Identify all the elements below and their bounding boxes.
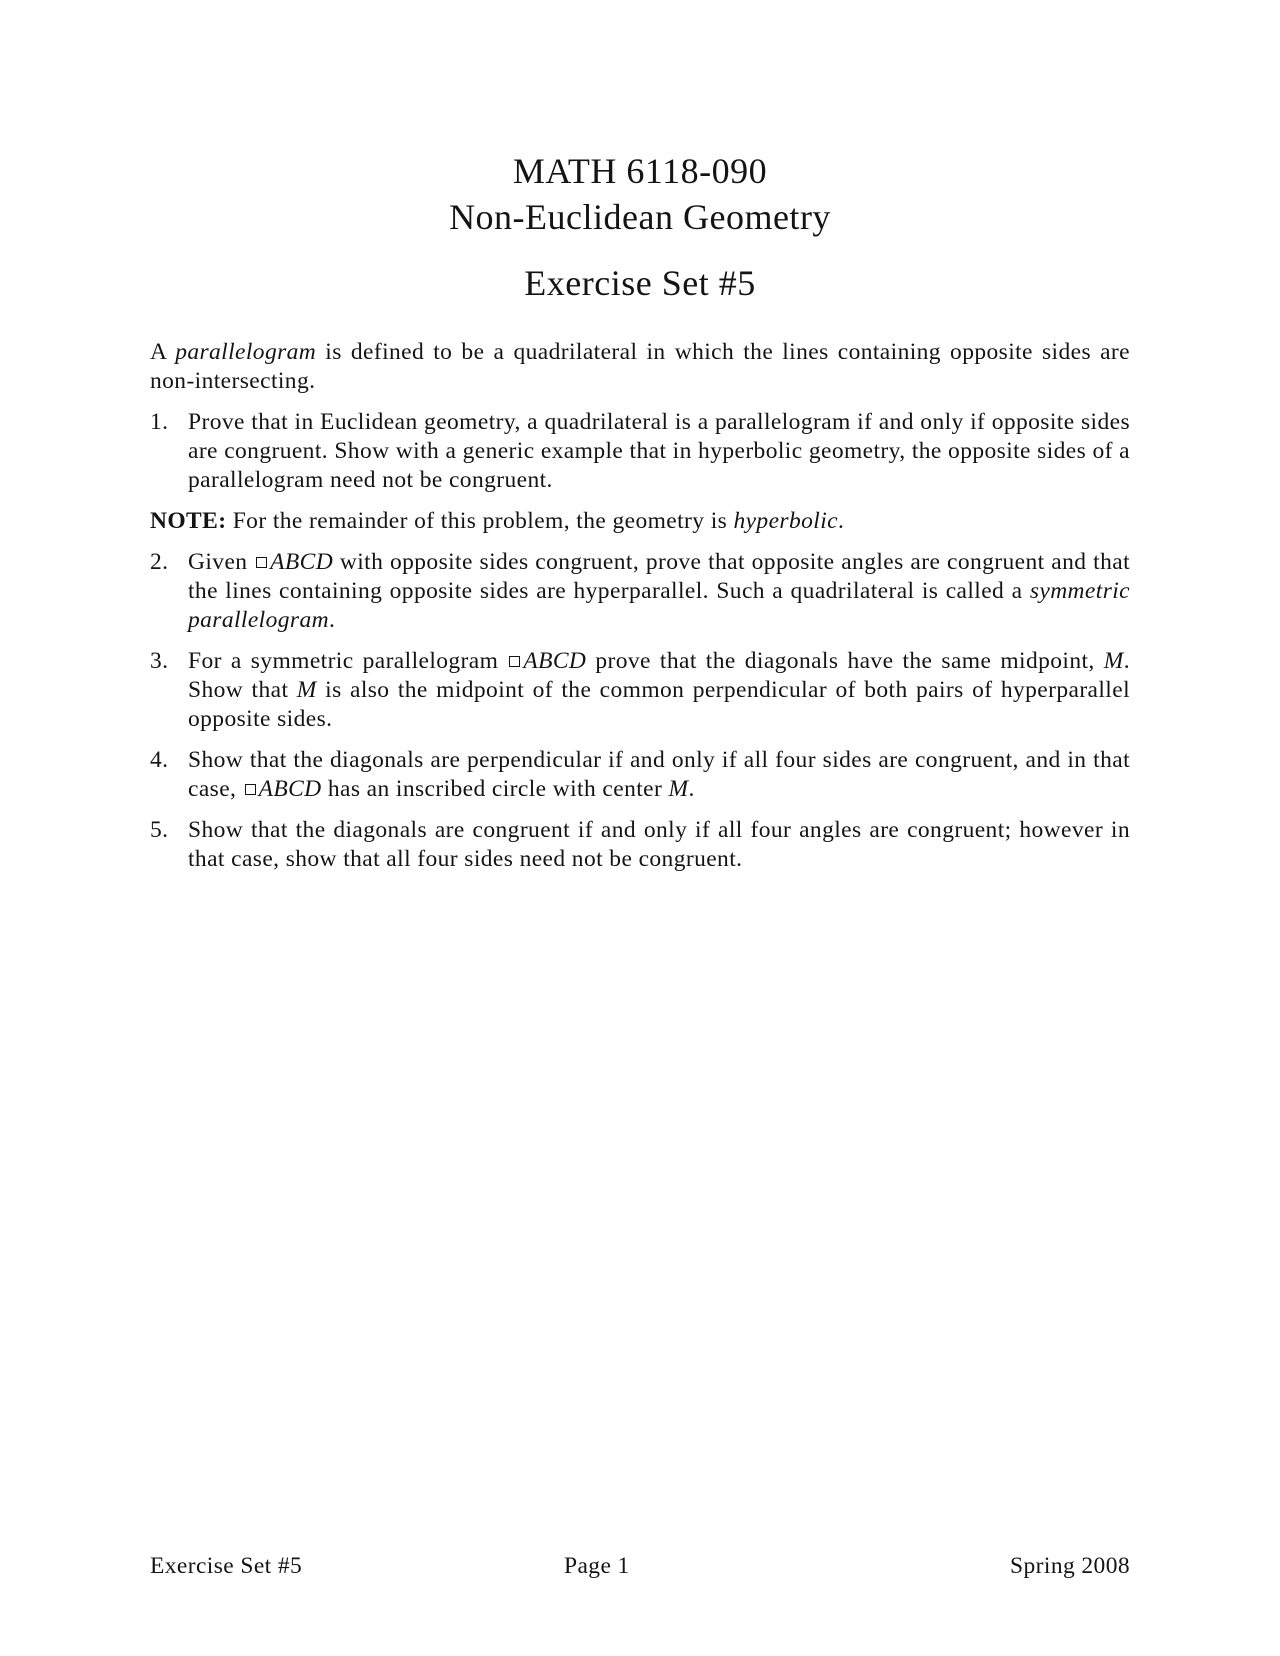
problem-text <box>188 647 1130 734</box>
problem-5 <box>150 816 1130 874</box>
problem-4-text-b: has an inscribed circle with center <box>321 776 669 802</box>
problem-3-text-d: is also the midpoint of the common perpendicular of both pairs of hyperparallel opposite sides. <box>188 677 1130 732</box>
note-label: NOTE: <box>150 508 227 534</box>
problem-text: Show that the diagonals are congruent if and only if all four angles are congruent; however in that case, show that all four sides need not be congruent. <box>188 817 1130 872</box>
problem-1 <box>150 408 1130 495</box>
course-number: MATH 6118-090 <box>512 151 768 191</box>
quadrilateral-symbol-icon <box>245 784 256 795</box>
problem-number: 3. <box>150 648 169 674</box>
document-header <box>0 148 1280 306</box>
problem-2-end: . <box>328 607 336 633</box>
exercise-set-title: Exercise Set #5 <box>524 263 756 303</box>
problem-4 <box>150 746 1130 804</box>
problem-text <box>188 548 1130 635</box>
problem-number: 1. <box>150 409 169 435</box>
problem-2-text-a: Given <box>188 549 255 575</box>
problem-2-term: symmetric parallelogram <box>188 578 1130 633</box>
intro-paragraph <box>150 338 1130 396</box>
problem-3-text-c: . Show that <box>188 648 1130 703</box>
problem-2 <box>150 548 1130 635</box>
intro-pre: A <box>150 339 176 365</box>
problem-4-text-a: Show that the diagonals are perpendicular if and only if all four sides are congruent, and in that case, <box>188 747 1130 802</box>
footer-set-label: Exercise Set #5 <box>150 1553 303 1579</box>
problem-3-text-b: prove that the diagonals have the same midpoint, <box>586 648 1104 674</box>
intro-post: is defined to be a quadrilateral in which the lines containing opposite sides are non-intersecting. <box>150 339 1130 394</box>
problem-3 <box>150 647 1130 734</box>
quadrilateral-name: ABCD <box>270 549 334 575</box>
problem-3-text-a: For a symmetric parallelogram <box>188 648 508 674</box>
quadrilateral-name: ABCD <box>523 648 587 674</box>
problem-2-text-b: with opposite sides congruent, prove that opposite angles are congruent and that the lines containing opposite sides are hyperparallel. Such a quadrilateral is called a <box>188 549 1130 604</box>
note-text: For the remainder of this problem, the geometry is <box>226 508 734 534</box>
footer-term: Spring 2008 <box>1010 1553 1130 1579</box>
problem-number: 2. <box>150 549 169 575</box>
footer-page-number: Page 1 <box>564 1553 630 1579</box>
center-symbol: M <box>668 776 689 802</box>
problem-text <box>188 746 1130 804</box>
problem-number: 4. <box>150 747 169 773</box>
midpoint-symbol: M <box>1103 648 1124 674</box>
note-paragraph <box>150 507 1130 536</box>
problem-4-end: . <box>688 776 695 802</box>
document-body <box>150 338 1130 886</box>
course-title: Non-Euclidean Geometry <box>449 197 831 237</box>
note-term: hyperbolic <box>733 508 838 534</box>
problem-number: 5. <box>150 817 169 843</box>
note-end: . <box>837 508 845 534</box>
intro-term: parallelogram <box>175 339 317 365</box>
quadrilateral-symbol-icon <box>256 557 267 568</box>
midpoint-symbol: M <box>296 677 317 703</box>
quadrilateral-name: ABCD <box>258 776 322 802</box>
problem-text: Prove that in Euclidean geometry, a quadrilateral is a parallelogram if and only if opposite sides are congruent. Show with a generic example that in hyperbolic geometry, the opposite sides of a parallelogram need not be congruent. <box>188 409 1130 493</box>
quadrilateral-symbol-icon <box>509 656 520 667</box>
